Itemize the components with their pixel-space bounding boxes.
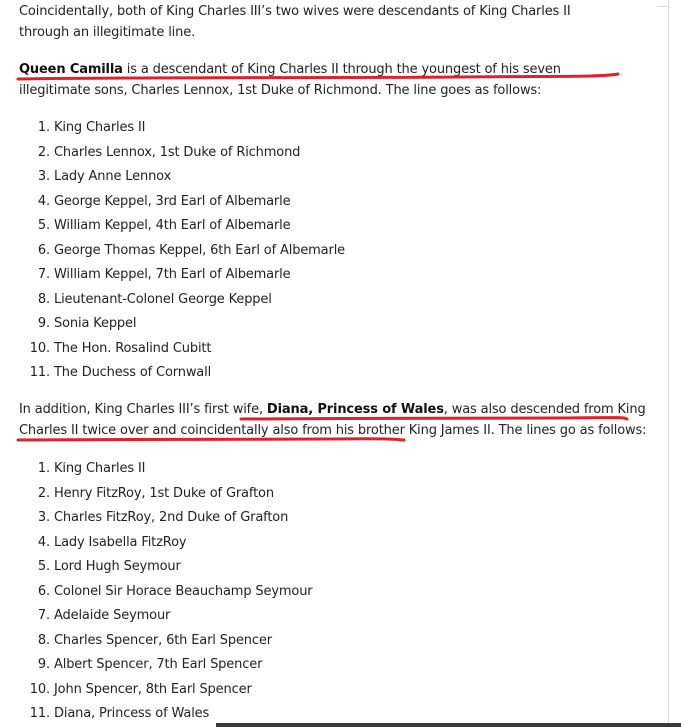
bottom-bar bbox=[216, 723, 681, 727]
diana-text-a: In addition, King Charles III’s first wife, bbox=[19, 402, 267, 417]
list-label: King Charles II bbox=[54, 120, 146, 135]
list-label: Charles Spencer, 6th Earl Spencer bbox=[54, 632, 272, 648]
list-number: 8. bbox=[37, 632, 50, 648]
list-number: 6. bbox=[37, 242, 50, 258]
diana-lineage-list bbox=[19, 458, 313, 727]
list-label: Henry FitzRoy, 1st Duke of Grafton bbox=[54, 485, 274, 501]
list-label: William Keppel, 4th Earl of Albemarle bbox=[54, 218, 291, 233]
list-item bbox=[19, 458, 313, 483]
list-label: Diana, Princess of Wales bbox=[54, 706, 210, 721]
list-number: 11. bbox=[29, 706, 50, 721]
list-number: 5. bbox=[37, 559, 50, 574]
list-label: Charles FitzRoy, 2nd Duke of Grafton bbox=[54, 510, 289, 525]
list-label: Lieutenant-Colonel George Keppel bbox=[54, 291, 272, 307]
list-label: Lady Isabella FitzRoy bbox=[54, 534, 187, 550]
camilla-lineage-list bbox=[19, 117, 345, 387]
list-label: Colonel Sir Horace Beauchamp Seymour bbox=[54, 583, 313, 599]
list-label: William Keppel, 7th Earl of Albemarle bbox=[54, 267, 291, 282]
list-label: George Thomas Keppel, 6th Earl of Albemarle bbox=[54, 242, 346, 258]
list-item bbox=[19, 338, 345, 363]
list-item bbox=[19, 117, 345, 142]
list-item bbox=[19, 166, 345, 191]
list-number: 9. bbox=[37, 657, 50, 672]
list-number: 8. bbox=[37, 291, 50, 307]
list-number: 10. bbox=[29, 340, 50, 356]
camilla-paragraph bbox=[19, 59, 629, 101]
list-item bbox=[19, 654, 313, 679]
list-item bbox=[19, 483, 313, 508]
list-item bbox=[19, 191, 345, 216]
list-item bbox=[19, 532, 313, 557]
list-item bbox=[19, 289, 345, 314]
intro-paragraph bbox=[19, 1, 619, 43]
camilla-text-b: Charles Lennox, 1st Duke of Richmond. The line goes as follows: bbox=[127, 83, 542, 98]
list-number: 3. bbox=[37, 510, 50, 525]
diana-text-b: , was also descended from King Charles II twice over and coincidentally also from his brother King James II bbox=[19, 402, 646, 438]
list-number: 7. bbox=[37, 608, 50, 623]
list-label: Sonia Keppel bbox=[54, 316, 137, 331]
list-item bbox=[19, 605, 313, 630]
list-label: George Keppel, 3rd Earl of Albemarle bbox=[54, 193, 291, 209]
list-item bbox=[19, 362, 345, 387]
list-label: John Spencer, 8th Earl Spencer bbox=[54, 681, 252, 697]
diana-text-c: . The lines go as follows: bbox=[490, 423, 647, 438]
diana-paragraph bbox=[19, 399, 649, 441]
intro-text: Coincidentally, both of King Charles III’s two wives were descendants of King Charles II through an illegitimate line. bbox=[19, 4, 571, 40]
list-number: 10. bbox=[29, 681, 50, 697]
list-item bbox=[19, 581, 313, 606]
scrollbar-area[interactable] bbox=[661, 0, 681, 727]
list-number: 2. bbox=[37, 144, 50, 160]
list-label: Charles Lennox, 1st Duke of Richmond bbox=[54, 144, 301, 160]
list-number: 9. bbox=[37, 316, 50, 331]
list-number: 7. bbox=[37, 267, 50, 282]
list-number: 5. bbox=[37, 218, 50, 233]
list-number: 11. bbox=[29, 365, 50, 380]
list-item bbox=[19, 630, 313, 655]
list-item bbox=[19, 313, 345, 338]
list-number: 3. bbox=[37, 169, 50, 184]
list-number: 2. bbox=[37, 485, 50, 501]
list-number: 1. bbox=[37, 120, 50, 135]
list-number: 4. bbox=[37, 534, 50, 550]
list-label: Lady Anne Lennox bbox=[54, 169, 172, 184]
camilla-name: Queen Camilla bbox=[19, 62, 123, 77]
list-number: 1. bbox=[37, 461, 50, 476]
list-label: Adelaide Seymour bbox=[54, 608, 171, 623]
list-item bbox=[19, 556, 313, 581]
list-label: King Charles II bbox=[54, 461, 146, 476]
camilla-text-a: is a descendant of King Charles II through the youngest of his seven illegitimate sons, bbox=[19, 62, 561, 98]
list-item bbox=[19, 142, 345, 167]
list-label: The Duchess of Cornwall bbox=[54, 365, 212, 380]
diana-name: Diana, Princess of Wales bbox=[266, 402, 444, 417]
scrollbar-corner bbox=[657, 0, 669, 7]
list-label: Albert Spencer, 7th Earl Spencer bbox=[54, 657, 263, 672]
list-item bbox=[19, 240, 345, 265]
scrollbar-track bbox=[668, 0, 669, 727]
list-number: 4. bbox=[37, 193, 50, 209]
list-item bbox=[19, 507, 313, 532]
list-item bbox=[19, 679, 313, 704]
list-number: 6. bbox=[37, 583, 50, 599]
list-item bbox=[19, 215, 345, 240]
list-label: The Hon. Rosalind Cubitt bbox=[54, 340, 212, 356]
list-item bbox=[19, 264, 345, 289]
list-label: Lord Hugh Seymour bbox=[54, 559, 181, 574]
